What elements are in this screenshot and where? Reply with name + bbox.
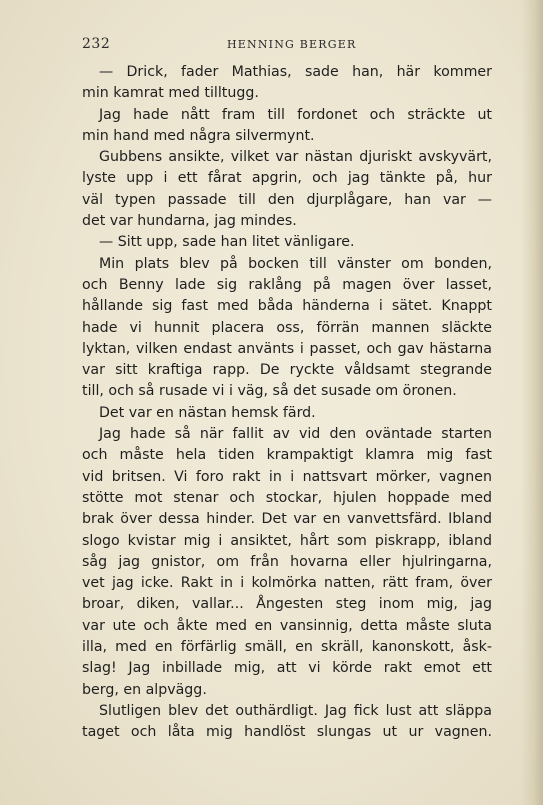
text-line: det var hundarna, jag mindes.: [82, 213, 297, 230]
text-line: vid britsen. Vi foro rakt in i nattsvart mörker, vagnen: [82, 468, 492, 485]
text-line: vet jag icke. Rakt in i kolmörka natten, rätt fram, över: [82, 575, 492, 592]
text-line: Slutligen blev det outhärdligt. Jag fick lust att släppa: [99, 702, 492, 719]
text-line: var sitt kraftiga rapp. De ryckte våldsamt stegrande: [82, 362, 492, 379]
text-line: Det var en nästan hemsk färd.: [99, 404, 316, 421]
text-line: såg jag gnistor, om från hovarna eller hjulringarna,: [82, 553, 492, 570]
text-line: Jag hade så när fallit av vid den oväntade starten: [99, 426, 492, 443]
text-line: broar, diken, vallar... Ångesten steg inom mig, jag: [82, 596, 492, 613]
text-line: till, och så rusade vi i väg, så det susade om öronen.: [82, 383, 457, 400]
body-text: [82, 62, 492, 744]
text-line: stötte mot stenar och stockar, hjulen hoppade med: [82, 489, 492, 506]
page-header: [82, 36, 490, 56]
page-number: 232: [82, 36, 111, 52]
text-line: — Sitt upp, sade han litet vänligare.: [99, 234, 355, 251]
text-line: väl typen passade till den djurplågare, han var —: [82, 191, 492, 208]
text-line: lyktan, vilken endast använts i passet, och gav hästarna: [82, 340, 492, 357]
text-line: slogo kvistar mig i ansiktet, hårt som piskrapp, ibland: [82, 532, 492, 549]
text-line: min hand med några silvermynt.: [82, 127, 315, 144]
page-edge-shadow: [521, 0, 543, 805]
text-line: var ute och åkte med en vansinnig, detta måste sluta: [82, 617, 492, 634]
text-line: och måste hela tiden krampaktigt klamra mig fast: [82, 447, 492, 464]
text-line: Min plats blev på bocken till vänster om bonden,: [99, 255, 492, 272]
text-line: hållande sig fast med båda händerna i sätet. Knappt: [82, 298, 492, 315]
text-line: — Drick, fader Mathias, sade han, här kommer: [99, 64, 492, 80]
text-line: taget och låta mig handlöst slungas ut ur vagnen.: [82, 724, 492, 741]
text-line: lyste upp i ett fårat apgrin, och jag tänkte på, hur: [82, 170, 492, 187]
text-line: slag! Jag inbillade mig, att vi körde rakt emot ett: [82, 660, 492, 677]
text-line: min kamrat med tilltugg.: [82, 85, 259, 102]
running-head: HENNING BERGER: [227, 38, 357, 51]
text-line: berg, en alpvägg.: [82, 681, 207, 698]
text-line: Jag hade nått fram till fordonet och sträckte ut: [99, 106, 492, 123]
text-line: hade vi hunnit placera oss, förrän mannen släckte: [82, 319, 492, 336]
text-line: och Benny lade sig raklång på magen över lasset,: [82, 276, 492, 293]
text-line: Gubbens ansikte, vilket var nästan djuriskt avskyvärt,: [99, 149, 492, 166]
text-line: illa, med en förfärlig smäll, en skräll, kanonskott, åsk-: [82, 639, 492, 656]
text-line: brak över dessa hinder. Det var en vanvettsfärd. Ibland: [82, 511, 492, 528]
